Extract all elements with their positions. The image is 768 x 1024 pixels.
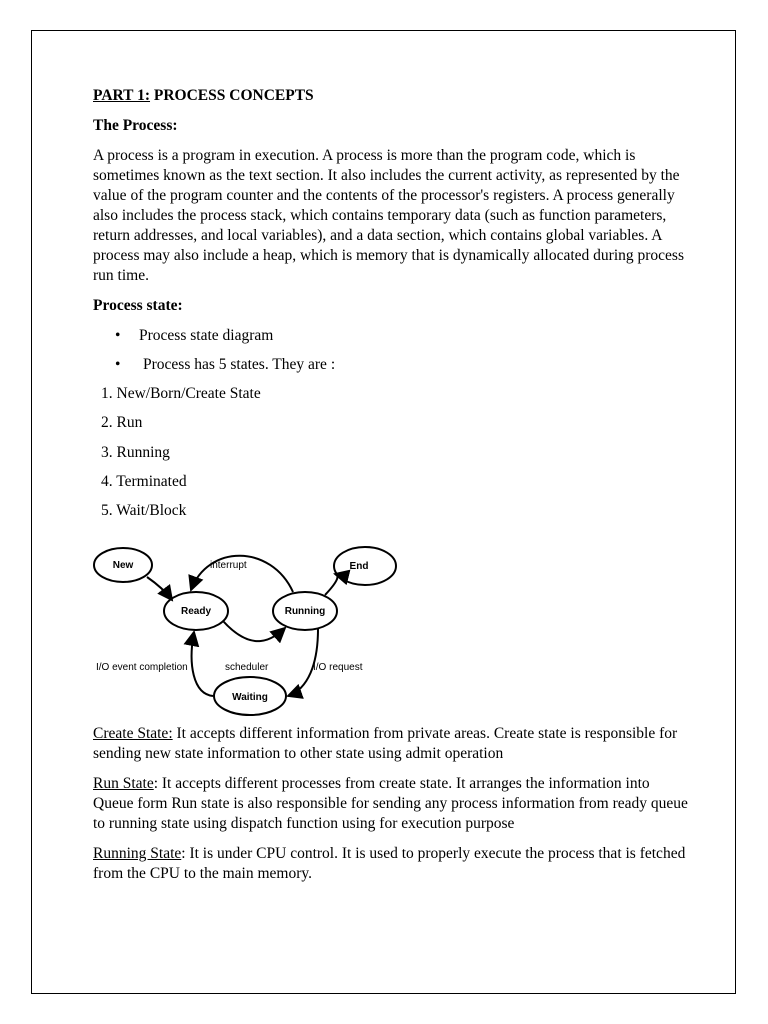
node-running	[273, 592, 337, 630]
part-label: PART 1:	[93, 87, 151, 104]
definition-term: Create State:	[93, 725, 173, 742]
node-end-label: End	[349, 561, 369, 572]
bullet-icon: •	[115, 356, 121, 373]
bullet-item: • Process has 5 states. They are :	[115, 356, 336, 373]
definition-term: Running State	[93, 845, 182, 862]
node-ready	[164, 592, 228, 630]
states-list	[101, 384, 693, 521]
bullet-item: • Process state diagram	[115, 327, 274, 344]
label-scheduler: scheduler	[225, 662, 269, 673]
definition-create	[93, 724, 693, 764]
part-title: PROCESS CONCEPTS	[153, 87, 314, 104]
label-interrupt: interrupt	[210, 560, 247, 571]
process-paragraph: A process is a program in execution. A process is more than the program code, which is sometimes known as the text section. It also includes the current activity, as represented by the value of the program counter and the contents of the processor's registers. A process generally also includes the process stack, which contains temporary data (such as function parameters, return addresses, and local variables), and a data section, which contains global variables. A process may also include a heap, which is memory that is dynamically allocated during process run time.	[93, 147, 684, 284]
edge-scheduler	[223, 621, 285, 641]
state-item: 4. Terminated	[101, 472, 187, 490]
definition-text: : It accepts different processes from create state. It arranges the information into Queue form Run state is also responsible for sending any process information from ready queue to running state using dispatch function using for execution purpose	[93, 775, 688, 832]
process-state-diagram	[93, 544, 398, 719]
node-ready-label: Ready	[180, 606, 212, 617]
node-waiting	[214, 677, 286, 715]
node-waiting-label: Waiting	[232, 692, 268, 703]
process-heading: The Process:	[93, 117, 178, 134]
edge-new-ready	[147, 577, 172, 600]
state-item: 1. New/Born/Create State	[101, 385, 261, 402]
definition-running	[93, 844, 693, 884]
label-io-request: I/O request	[313, 662, 363, 673]
node-new	[94, 548, 152, 582]
node-running-label: Running	[284, 606, 326, 617]
document-content	[93, 86, 693, 530]
state-item: 3. Running	[101, 443, 170, 461]
process-state-heading: Process state:	[93, 297, 183, 314]
process-state-bullets	[93, 326, 693, 375]
node-new-label: New	[112, 560, 134, 571]
edge-io-completion	[192, 632, 213, 696]
bullet-icon: •	[115, 327, 121, 344]
part-heading	[93, 86, 693, 106]
state-item: 2. Run	[101, 414, 143, 432]
edge-running-end	[325, 574, 337, 595]
definition-text: : It is under CPU control. It is used to properly execute the process that is fetched from the CPU to the main memory.	[93, 845, 686, 882]
state-definitions	[93, 724, 693, 894]
definition-term: Run State	[93, 775, 154, 792]
state-item: 5. Wait/Block	[101, 502, 187, 520]
definition-text: It accepts different information from private areas. Create state is responsible for sending new state information to other state using admit operation	[93, 725, 678, 762]
node-end	[334, 547, 396, 585]
definition-run	[93, 774, 693, 834]
label-io-completion: I/O event completion	[96, 662, 188, 673]
